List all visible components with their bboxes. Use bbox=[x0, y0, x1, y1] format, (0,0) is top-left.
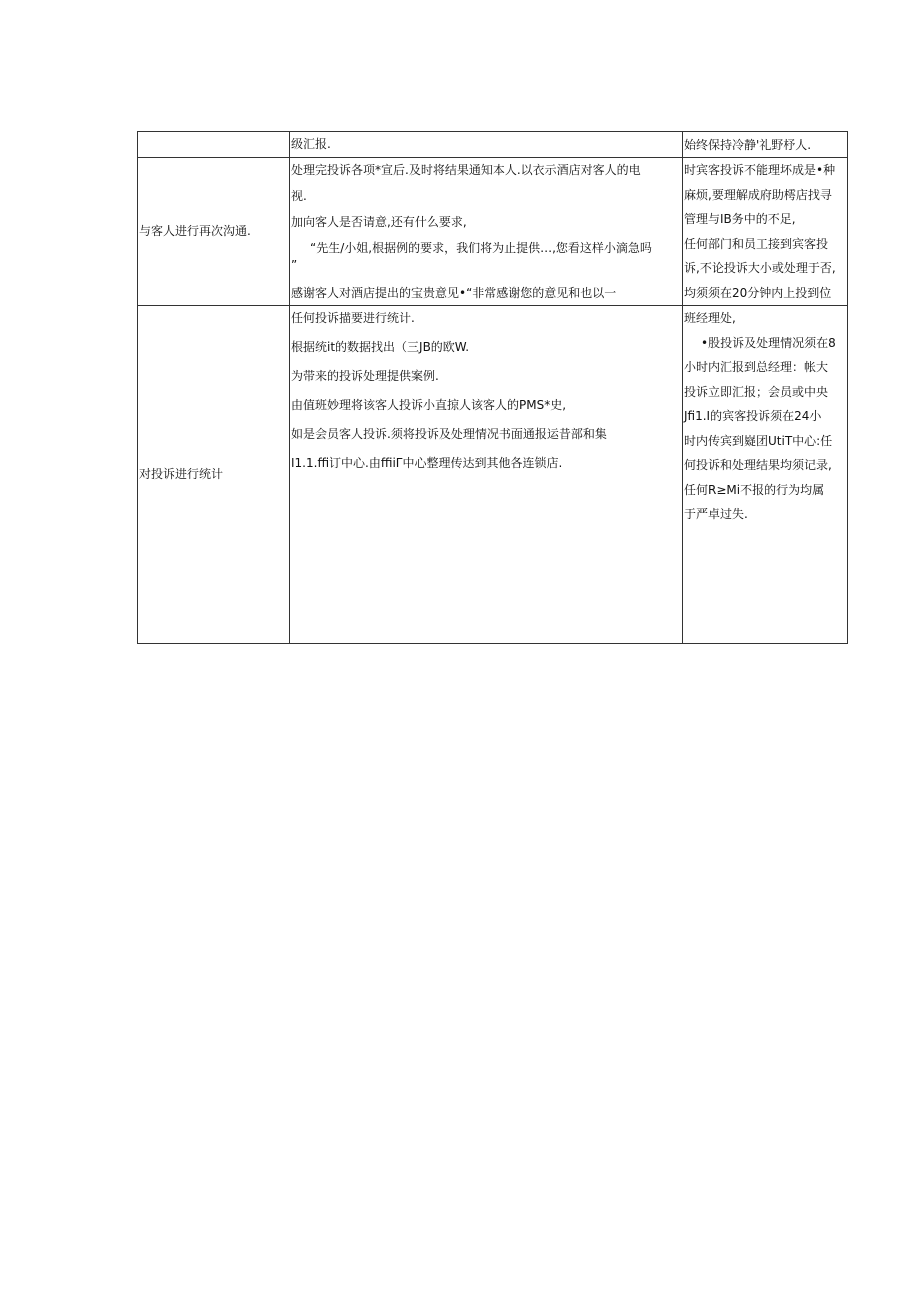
content-line: 由值班妙理将该客人投诉小直掠人该客人的PMS*史, bbox=[291, 398, 567, 412]
content-line: 视. bbox=[291, 189, 307, 203]
note-cell bbox=[683, 306, 848, 644]
step-cell bbox=[138, 306, 290, 644]
note-cell bbox=[683, 158, 848, 306]
note-line: 任何R≥Mi不报的行为均属 bbox=[684, 482, 825, 497]
content-line: ” bbox=[291, 258, 298, 272]
content-line: 加向客人是否请意,还有什么要求, bbox=[291, 215, 467, 229]
content-line: “先生/小姐,根据例的要求，我们将为止提供…,您看这样小滴急吗 bbox=[310, 241, 652, 255]
note-line: 任何部门和员工接到宾客投 bbox=[684, 236, 829, 251]
content-line: 处理完投诉各项*宣后.及时将结果通知本人.以衣示酒店对客人的电 bbox=[291, 163, 641, 177]
note-cell bbox=[683, 132, 848, 158]
note-line: •股投诉及处理情况须在8 bbox=[701, 335, 836, 350]
content-line: 级汇报. bbox=[291, 137, 331, 151]
step-label: 对投诉进行统计 bbox=[139, 467, 224, 481]
content-line: 根据统it的数据找出（三JB的欧W. bbox=[291, 340, 470, 354]
content-line: 如是会员客人投诉.须将投诉及处理情况书面通报运昔部和集 bbox=[291, 427, 607, 441]
content-line: 任何投诉描要进行统计. bbox=[291, 311, 415, 325]
complaint-procedure-table bbox=[137, 131, 848, 644]
note-line: 管理与IB务中的不足, bbox=[684, 212, 796, 226]
content-line: I1.1.ffi订中心.由ffiiΓ中心整理传达到其他各连锁店. bbox=[291, 456, 563, 470]
content-line: 为带来的投诉处理提供案例. bbox=[291, 369, 439, 383]
content-cell bbox=[290, 132, 683, 158]
note-line: 始终保持冷静'礼野杼人. bbox=[684, 138, 812, 152]
note-line: 诉,不论投诉大小或处理于否, bbox=[684, 261, 836, 275]
note-line: 于严卓过失. bbox=[684, 507, 748, 521]
note-line: 时宾客投诉不能理坏成是•种 bbox=[684, 163, 836, 177]
content-cell bbox=[290, 306, 683, 644]
content-cell bbox=[290, 158, 683, 306]
note-line: Jfi1.I的宾客投诉须在24小 bbox=[684, 409, 822, 423]
table-row bbox=[138, 132, 848, 158]
note-line: 何投诉和处理结果均须记录, bbox=[684, 458, 832, 472]
note-line: 投诉立即汇报；会员或中央 bbox=[684, 384, 829, 399]
step-label: 与客人进行再次沟通. bbox=[139, 224, 251, 238]
table-row bbox=[138, 158, 848, 306]
table-row bbox=[138, 306, 848, 644]
step-cell bbox=[138, 158, 290, 306]
note-line: 时内传宾到嶷团UtiT中心:任 bbox=[684, 433, 833, 448]
note-line: 小时内汇报到总经理：帐大 bbox=[684, 360, 829, 374]
content-line: 感谢客人对酒店提出的宝贵意见•“非常感谢您的意见和也以一 bbox=[291, 286, 617, 300]
note-line: 均须须在20分钟内上投到位 bbox=[684, 285, 832, 300]
note-line: 麻烦,要理解成府助樗店找寻 bbox=[684, 187, 832, 202]
step-cell bbox=[138, 132, 290, 158]
note-line: 班经理处, bbox=[684, 311, 736, 325]
